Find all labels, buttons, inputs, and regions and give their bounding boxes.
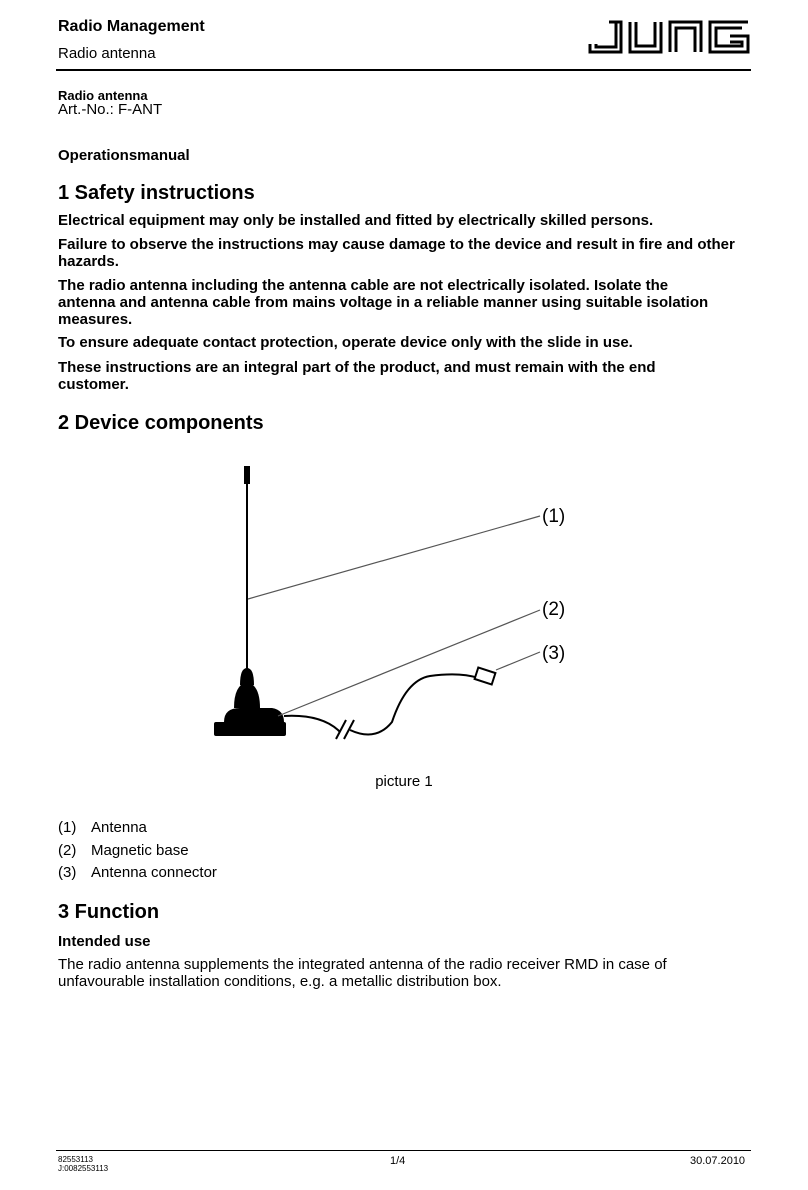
intended-use-heading: Intended use bbox=[58, 933, 151, 950]
legend-label: Antenna connector bbox=[91, 864, 217, 881]
product-name: Radio antenna bbox=[58, 88, 148, 103]
components-heading: 2 Device components bbox=[58, 412, 264, 434]
antenna-diagram bbox=[200, 460, 600, 760]
callout-leader-2 bbox=[278, 610, 540, 716]
callout-label-3: (3) bbox=[542, 643, 566, 664]
safety-paragraph: These instructions are an integral part of the product, and must remain with the end customer. bbox=[58, 359, 656, 393]
legend-item bbox=[58, 819, 147, 836]
legend-number: (3) bbox=[58, 864, 77, 881]
antenna-connector-icon bbox=[475, 668, 496, 685]
antenna-tip-icon bbox=[244, 466, 250, 484]
safety-paragraph: Electrical equipment may only be installed and fitted by electrically skilled persons. bbox=[58, 212, 654, 229]
legend-item bbox=[58, 842, 189, 859]
safety-paragraph: Failure to observe the instructions may cause damage to the device and result in fire and other hazards. bbox=[58, 236, 735, 270]
legend-number: (2) bbox=[58, 842, 77, 859]
manual-label: Operationsmanual bbox=[58, 147, 190, 164]
legend-item bbox=[58, 864, 217, 881]
figure-caption: picture 1 bbox=[375, 773, 433, 790]
safety-paragraph: The radio antenna including the antenna cable are not electrically isolated. Isolate the antenna and antenna cable from mains voltage in a reliable manner using suitable isolation measures. bbox=[58, 277, 709, 328]
header-subtitle: Radio antenna bbox=[58, 45, 156, 62]
header-title: Radio Management bbox=[58, 18, 205, 35]
article-number: Art.-No.: F-ANT bbox=[58, 101, 163, 118]
intended-use-text: The radio antenna supplements the integrated antenna of the radio receiver RMD in case of unfavourable installation conditions, e.g. a metallic distribution box. bbox=[58, 956, 667, 990]
callout-label-2: (2) bbox=[542, 599, 566, 620]
callout-label-1: (1) bbox=[542, 506, 566, 527]
legend-label: Magnetic base bbox=[91, 842, 189, 859]
antenna-cable bbox=[284, 716, 340, 732]
page-number: 1/4 bbox=[390, 1155, 406, 1167]
footer-date: 30.07.2010 bbox=[690, 1155, 746, 1167]
legend-number: (1) bbox=[58, 819, 77, 836]
header-rule bbox=[56, 69, 751, 71]
safety-paragraph: To ensure adequate contact protection, operate device only with the slide in use. bbox=[58, 334, 633, 351]
safety-heading: 1 Safety instructions bbox=[58, 182, 255, 204]
footer-code-2: J:0082553113 bbox=[58, 1164, 109, 1173]
callout-leader-1 bbox=[248, 516, 540, 599]
legend-label: Antenna bbox=[91, 819, 147, 836]
function-heading: 3 Function bbox=[58, 901, 160, 923]
jung-logo-icon bbox=[587, 18, 751, 56]
magnetic-base-icon bbox=[224, 708, 284, 722]
footer-code-1: 82553113 bbox=[58, 1155, 93, 1164]
footer-codes bbox=[58, 1155, 108, 1173]
footer-rule bbox=[56, 1150, 751, 1151]
callout-leader-3 bbox=[496, 652, 540, 670]
